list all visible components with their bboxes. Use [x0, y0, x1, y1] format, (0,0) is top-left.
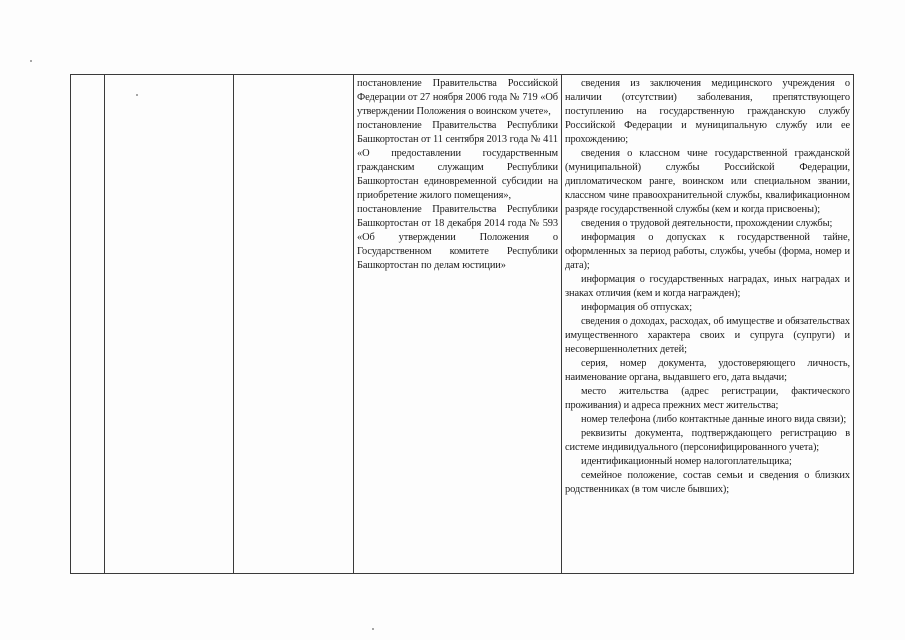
list-item: информация о государственных наградах, иных наградах и знаках отличия (кем и когда награжден);	[565, 274, 850, 299]
scan-artifact-dot	[372, 628, 374, 630]
list-item: информация о допусках к государственной тайне, оформленных за период работы, службы, учебы (форма, номер и дата);	[565, 232, 850, 271]
list-item: место жительства (адрес регистрации, фактического проживания) и адреса прежних мест жительства;	[565, 386, 850, 411]
legal-basis-paragraph: постановление Правительства Республики Башкортостан от 11 сентября 2013 года № 411 «О предоставлении государственным гражданским служащим Республики Башкортостан единовременной субсидии на приобретение жилого помещения»,	[357, 120, 558, 201]
list-item: информация об отпусках;	[581, 302, 693, 313]
list-item: сведения о трудовой деятельности, прохождении службы;	[581, 218, 833, 229]
list-item: сведения о доходах, расходах, об имуществе и обязательствах имущественного характера своих и супруга (супруги) и несовершеннолетних детей;	[565, 316, 850, 355]
list-item: сведения о классном чине государственной гражданской (муниципальной) службы Российской Федерации, дипломатическом ранге, воинском или специальном звании, классном чине правоохранительной службы, квалификационном разряде государственной службы (кем и когда присвоены);	[565, 148, 850, 215]
table-cell-number	[71, 75, 105, 573]
list-item: семейное положение, состав семьи и сведения о близких родственниках (в том числе бывших);	[565, 470, 850, 495]
document-table	[70, 74, 854, 574]
table-cell-personal-data-list	[562, 75, 853, 573]
list-item: реквизиты документа, подтверждающего регистрацию в системе индивидуального (персонифицированного учета);	[565, 428, 850, 453]
list-item: идентификационный номер налогоплательщика;	[581, 456, 792, 467]
legal-basis-text	[354, 75, 561, 273]
scan-artifact-dot	[30, 60, 32, 62]
legal-basis-paragraph: постановление Правительства Республики Башкортостан от 18 декабря 2014 года № 593 «Об утверждении Положения о Государственном комитете Республики Башкортостан по делам юстиции»	[357, 204, 558, 271]
legal-basis-paragraph: постановление Правительства Российской Федерации от 27 ноября 2006 года № 719 «Об утверждении Положения о воинском учете»,	[357, 78, 558, 117]
list-item: серия, номер документа, удостоверяющего личность, наименование органа, выдавшего его, дата выдачи;	[565, 358, 850, 383]
table-cell-category	[234, 75, 354, 573]
list-item: номер телефона (либо контактные данные иного вида связи);	[581, 414, 847, 425]
table-cell-purpose	[105, 75, 234, 573]
personal-data-list	[562, 75, 853, 497]
table-cell-legal-basis	[354, 75, 562, 573]
list-item: сведения из заключения медицинского учреждения о наличии (отсутствии) заболевания, препятствующего поступлению на государственную гражданскую службу Российской Федерации и муниципальную службу или ее прохождению;	[565, 78, 850, 145]
